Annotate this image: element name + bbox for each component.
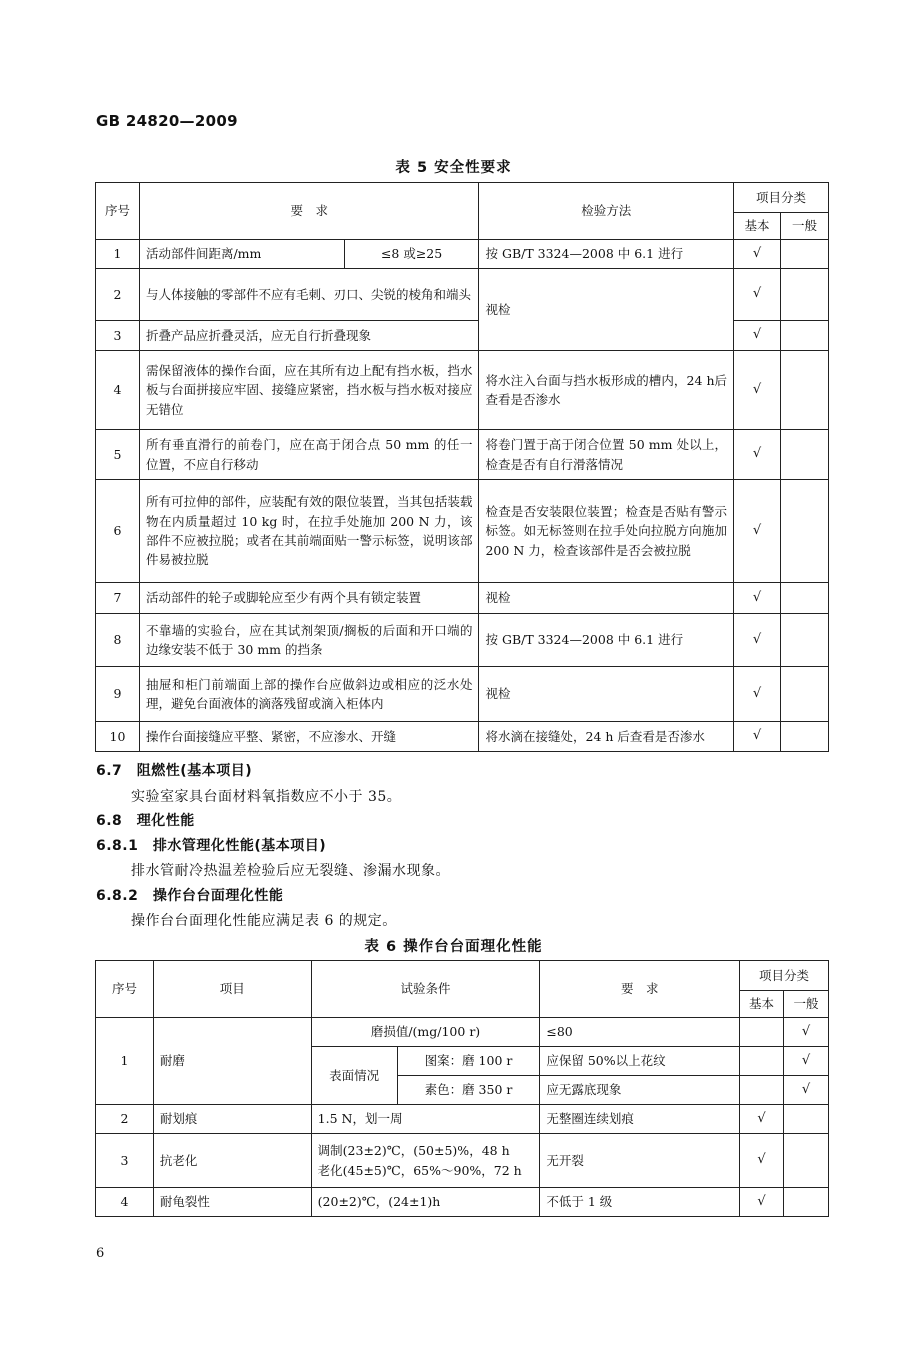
row-condition: 素色：磨 350 r: [397, 1076, 540, 1105]
t6-header-item: 项目: [153, 961, 311, 1018]
row-item: 耐龟裂性: [153, 1188, 311, 1217]
row-no: 2: [96, 269, 140, 321]
row-basic-check: √: [734, 430, 781, 480]
t6-header-requirement: 要 求: [540, 961, 740, 1018]
table-row: [96, 1134, 829, 1188]
row-basic-check: √: [734, 480, 781, 583]
row-general-check: √: [783, 1018, 828, 1047]
row-general-check: [781, 667, 829, 722]
table-row: [96, 430, 829, 480]
row-basic-check: [740, 1047, 784, 1076]
table-row: [96, 667, 829, 722]
row-no: 10: [96, 722, 140, 752]
row-no: 3: [96, 1134, 154, 1188]
row-item: 耐磨: [153, 1018, 311, 1105]
row-general-check: [781, 722, 829, 752]
row-general-check: [781, 321, 829, 351]
row-general-check: [781, 269, 829, 321]
row-requirement: 活动部件间距离/mm: [139, 240, 344, 269]
row-general-check: [781, 583, 829, 614]
row-general-check: [783, 1188, 828, 1217]
row-basic-check: √: [734, 722, 781, 752]
row-method: 将水注入台面与挡水板形成的槽内，24 h后查看是否渗水: [479, 351, 734, 430]
row-no: 8: [96, 614, 140, 667]
section-6-7-text: 实验室家具台面材料氧指数应不小于 35。: [131, 789, 402, 805]
row-no: 2: [96, 1105, 154, 1134]
row-condition: [311, 1134, 540, 1188]
t5-header-no: 序号: [96, 183, 140, 240]
row-requirement: 与人体接触的零部件不应有毛刺、刃口、尖锐的棱角和端头: [139, 269, 479, 321]
row-general-check: √: [783, 1076, 828, 1105]
row-basic-check: √: [734, 667, 781, 722]
t5-header-basic: 基本: [734, 213, 781, 240]
row-no: 5: [96, 430, 140, 480]
table-row: [96, 269, 829, 321]
row-requirement: 应无露底现象: [540, 1076, 740, 1105]
row-condition: 1.5 N，划一周: [311, 1105, 540, 1134]
t6-header-basic: 基本: [740, 991, 784, 1018]
row-requirement: 折叠产品应折叠灵活，应无自行折叠现象: [139, 321, 479, 351]
table-row: [96, 480, 829, 583]
row-item: 抗老化: [153, 1134, 311, 1188]
t6-header-no: 序号: [96, 961, 154, 1018]
row-requirement-value: ≤8 或≥25: [344, 240, 479, 269]
t5-header-method: 检验方法: [479, 183, 734, 240]
section-6-8-heading: 6.8 理化性能: [96, 813, 195, 829]
row-method: 视检: [479, 269, 734, 351]
row-no: 4: [96, 1188, 154, 1217]
section-6-7-heading: 6.7 阻燃性(基本项目): [96, 763, 253, 779]
row-item: 耐划痕: [153, 1105, 311, 1134]
row-basic-check: [740, 1076, 784, 1105]
row-no: 1: [96, 1018, 154, 1105]
row-requirement: 应保留 50%以上花纹: [540, 1047, 740, 1076]
row-condition: 磨损值/(mg/100 r): [311, 1018, 540, 1047]
row-requirement: 所有垂直滑行的前卷门，应在高于闭合点 50 mm 的任一位置，不应自行移动: [139, 430, 479, 480]
row-general-check: √: [783, 1047, 828, 1076]
row-requirement: 不低于 1 级: [540, 1188, 740, 1217]
row-requirement: ≤80: [540, 1018, 740, 1047]
row-no: 4: [96, 351, 140, 430]
row-requirement: 操作台面接缝应平整、紧密，不应渗水、开缝: [139, 722, 479, 752]
condition-line-2: 老化(45±5)℃，65%～90%，72 h: [317, 1162, 522, 1178]
table-row: [96, 1105, 829, 1134]
row-requirement: 所有可拉伸的部件，应装配有效的限位装置，当其包括装载物在内质量超过 10 kg 时，在拉手处施加 200 N 力，该部件不应被拉脱；或者在其前端面贴一警示标签，说明该部件易被拉脱: [139, 480, 479, 583]
table5-title: 表 5 安全性要求: [395, 160, 512, 176]
row-general-check: [781, 614, 829, 667]
table-row: [96, 583, 829, 614]
t5-header-requirement: 要 求: [139, 183, 479, 240]
row-basic-check: √: [740, 1188, 784, 1217]
row-method: 将卷门置于高于闭合位置 50 mm 处以上，检查是否有自行滑落情况: [479, 430, 734, 480]
surface-condition-label: 表面情况: [311, 1047, 397, 1105]
section-6-8-2-text: 操作台台面理化性能应满足表 6 的规定。: [131, 913, 397, 929]
row-basic-check: √: [734, 269, 781, 321]
row-general-check: [781, 351, 829, 430]
t6-header-category: 项目分类: [740, 961, 829, 991]
section-6-8-1-text: 排水管耐冷热温差检验后应无裂缝、渗漏水现象。: [131, 863, 450, 879]
section-6-8-2-heading: 6.8.2 操作台台面理化性能: [96, 888, 284, 904]
row-requirement: 需保留液体的操作台面，应在其所有边上配有挡水板，挡水板与台面拼接应牢固、接缝应紧密，挡水板与挡水板对接应无错位: [139, 351, 479, 430]
row-requirement: 无开裂: [540, 1134, 740, 1188]
row-no: 3: [96, 321, 140, 351]
row-no: 9: [96, 667, 140, 722]
row-general-check: [781, 480, 829, 583]
condition-line-1: 调制(23±2)℃，(50±5)%，48 h: [317, 1143, 510, 1159]
row-basic-check: √: [734, 321, 781, 351]
row-requirement: 不靠墙的实验台，应在其试剂架顶/搁板的后面和开口端的边缘安装不低于 30 mm 的挡条: [139, 614, 479, 667]
row-method: 按 GB/T 3324—2008 中 6.1 进行: [479, 614, 734, 667]
row-requirement: 活动部件的轮子或脚轮应至少有两个具有锁定装置: [139, 583, 479, 614]
row-general-check: [781, 430, 829, 480]
safety-requirements-table: [95, 182, 829, 752]
row-general-check: [783, 1134, 828, 1188]
page-number: 6: [96, 1246, 105, 1261]
row-basic-check: √: [740, 1105, 784, 1134]
row-basic-check: √: [734, 614, 781, 667]
row-condition: (20±2)℃，(24±1)h: [311, 1188, 540, 1217]
row-requirement: 无整圈连续划痕: [540, 1105, 740, 1134]
section-6-8-1-heading: 6.8.1 排水管理化性能(基本项目): [96, 838, 327, 854]
t5-header-category: 项目分类: [734, 183, 829, 213]
row-requirement: 抽屉和柜门前端面上部的操作台应做斜边或相应的泛水处理，避免台面液体的滴落残留或滴入柜体内: [139, 667, 479, 722]
row-basic-check: √: [740, 1134, 784, 1188]
row-basic-check: √: [734, 351, 781, 430]
table-row: [96, 614, 829, 667]
row-method: 按 GB/T 3324—2008 中 6.1 进行: [479, 240, 734, 269]
row-basic-check: √: [734, 583, 781, 614]
t6-header-general: 一般: [783, 991, 828, 1018]
table6-title: 表 6 操作台台面理化性能: [364, 939, 543, 955]
standard-code: GB 24820—2009: [96, 112, 238, 130]
row-no: 7: [96, 583, 140, 614]
row-method: 视检: [479, 667, 734, 722]
physicochemical-table: [95, 960, 829, 1217]
row-method: 将水滴在接缝处，24 h 后查看是否渗水: [479, 722, 734, 752]
row-general-check: [781, 240, 829, 269]
row-basic-check: √: [734, 240, 781, 269]
row-no: 6: [96, 480, 140, 583]
row-method: 检查是否安装限位装置；检查是否贴有警示标签。如无标签则在拉手处向拉脱方向施加 200 N 力，检查该部件是否会被拉脱: [479, 480, 734, 583]
table-row: [96, 1188, 829, 1217]
table-row: [96, 240, 829, 269]
row-basic-check: [740, 1018, 784, 1047]
row-general-check: [783, 1105, 828, 1134]
t6-header-condition: 试验条件: [311, 961, 540, 1018]
row-method: 视检: [479, 583, 734, 614]
table-row: [96, 722, 829, 752]
table-row: [96, 351, 829, 430]
row-condition: 图案：磨 100 r: [397, 1047, 540, 1076]
t5-header-general: 一般: [781, 213, 829, 240]
table-row: [96, 1018, 829, 1047]
row-no: 1: [96, 240, 140, 269]
